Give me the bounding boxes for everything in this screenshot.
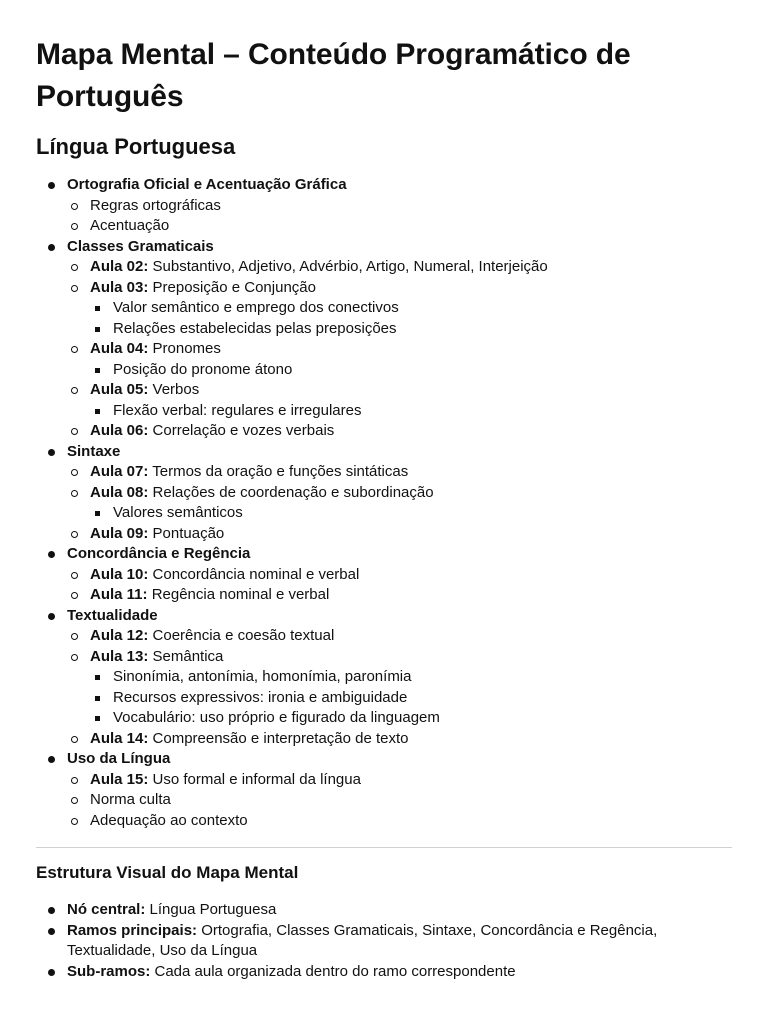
subtopic-list (67, 257, 732, 442)
detail-item (90, 319, 732, 340)
detail-item (90, 298, 732, 319)
circle-bullet-icon (71, 797, 78, 804)
structure-label: Nó central: (67, 901, 146, 918)
subtopic-list (67, 565, 732, 606)
subtopic-item (67, 565, 732, 586)
lesson-number: Aula 06: (90, 422, 149, 439)
structure-label: Sub-ramos: (67, 962, 151, 980)
subtopic-text: Preposição e Conjunção (148, 278, 316, 296)
lesson-number: Aula 15: (90, 770, 149, 788)
subtopic-item (67, 790, 732, 811)
subtopic-text: Correlação e vozes verbais (148, 422, 335, 439)
subtopic-text: Regência nominal e verbal (147, 586, 330, 603)
outline-list (36, 175, 732, 831)
subtopic-text: Termos da oração e funções sintáticas (148, 463, 409, 480)
detail-list (90, 401, 732, 422)
detail-text: Relações estabelecidas pelas preposições (113, 319, 397, 337)
disc-bullet-icon (48, 182, 55, 189)
detail-list (90, 360, 732, 381)
circle-bullet-icon (71, 223, 78, 230)
subtopic-item (67, 524, 732, 545)
circle-bullet-icon (71, 346, 78, 353)
lesson-number: Aula 13: (90, 647, 149, 665)
square-bullet-icon (95, 511, 100, 516)
subtopic-item (67, 380, 732, 421)
lesson-number: Aula 05: (90, 381, 149, 398)
structure-list (36, 900, 732, 982)
outline-topic (36, 175, 732, 237)
subtopic-item (67, 483, 732, 524)
subtopic-text: Substantivo, Adjetivo, Advérbio, Artigo, Numeral, Interjeição (148, 258, 548, 275)
subtopic-text: Pontuação (148, 524, 225, 542)
detail-text: Flexão verbal: regulares e irregulares (113, 401, 362, 419)
structure-text: Cada aula organizada dentro do ramo correspondente (150, 962, 516, 980)
detail-item (90, 401, 732, 422)
detail-list (90, 503, 732, 524)
circle-bullet-icon (71, 285, 78, 292)
disc-bullet-icon (48, 756, 55, 763)
subtopic-item (67, 278, 732, 340)
subtopic-text: Relações de coordenação e subordinação (148, 483, 434, 501)
circle-bullet-icon (71, 203, 78, 210)
lesson-number: Aula 09: (90, 524, 149, 542)
lesson-number: Aula 07: (90, 463, 149, 480)
lesson-number: Aula 12: (90, 627, 149, 644)
subtopic-item (67, 626, 732, 647)
subtopic-list (67, 196, 732, 237)
circle-bullet-icon (71, 428, 78, 435)
section-divider (36, 847, 732, 848)
lesson-number: Aula 08: (90, 483, 149, 501)
square-bullet-icon (95, 327, 100, 332)
circle-bullet-icon (71, 818, 78, 825)
square-bullet-icon (95, 306, 100, 311)
detail-item (90, 688, 732, 709)
detail-text: Valores semânticos (113, 504, 243, 521)
subtopic-text: Compreensão e interpretação de texto (148, 729, 409, 747)
subtopic-text: Concordância nominal e verbal (148, 565, 360, 583)
topic-label: Uso da Língua (67, 750, 171, 767)
page-title: Mapa Mental – Conteúdo Programático de Português (36, 38, 631, 113)
circle-bullet-icon (71, 777, 78, 784)
circle-bullet-icon (71, 633, 78, 640)
topic-label: Concordância e Regência (67, 545, 251, 562)
subtopic-list (67, 462, 732, 544)
topic-label: Ortografia Oficial e Acentuação Gráfica (67, 176, 347, 193)
subtopic-list (67, 770, 732, 832)
lesson-number: Aula 03: (90, 278, 149, 296)
subtopic-text: Pronomes (148, 340, 221, 357)
outline-topic (36, 442, 732, 545)
outline-topic (36, 544, 732, 606)
detail-item (90, 360, 732, 381)
circle-bullet-icon (71, 264, 78, 271)
lesson-number: Aula 14: (90, 729, 149, 747)
structure-item (36, 900, 732, 921)
subtopic-item (67, 770, 732, 791)
square-bullet-icon (95, 696, 100, 701)
detail-text: Recursos expressivos: ironia e ambiguidade (113, 688, 408, 706)
topic-label: Classes Gramaticais (67, 237, 214, 255)
subtopic-text: Regras ortográficas (90, 196, 221, 214)
detail-list (90, 298, 732, 339)
subtopic-text: Acentuação (90, 217, 170, 234)
section-title: Língua Portuguesa (36, 134, 236, 159)
structure-item (36, 921, 732, 962)
square-bullet-icon (95, 368, 100, 373)
structure-label: Ramos principais: (67, 921, 198, 939)
subtopic-item (67, 647, 732, 729)
circle-bullet-icon (71, 572, 78, 579)
outline-topic (36, 237, 732, 442)
detail-text: Posição do pronome átono (113, 360, 293, 378)
detail-text: Vocabulário: uso próprio e figurado da linguagem (113, 709, 440, 726)
disc-bullet-icon (48, 928, 55, 935)
structure-item (36, 962, 732, 983)
detail-list (90, 667, 732, 729)
square-bullet-icon (95, 675, 100, 680)
subtopic-item (67, 196, 732, 217)
circle-bullet-icon (71, 387, 78, 394)
subtopic-text: Coerência e coesão textual (148, 627, 335, 644)
detail-text: Valor semântico e emprego dos conectivos (113, 299, 399, 316)
subtopic-item (67, 216, 732, 237)
detail-item (90, 667, 732, 688)
circle-bullet-icon (71, 469, 78, 476)
circle-bullet-icon (71, 490, 78, 497)
circle-bullet-icon (71, 736, 78, 743)
structure-text: Língua Portuguesa (145, 901, 277, 918)
disc-bullet-icon (48, 907, 55, 914)
structure-title: Estrutura Visual do Mapa Mental (36, 863, 299, 882)
outline-topic (36, 606, 732, 750)
subtopic-item (67, 811, 732, 832)
disc-bullet-icon (48, 449, 55, 456)
subtopic-item (67, 339, 732, 380)
detail-item (90, 708, 732, 729)
subtopic-item (67, 585, 732, 606)
square-bullet-icon (95, 716, 100, 721)
circle-bullet-icon (71, 654, 78, 661)
detail-item (90, 503, 732, 524)
subtopic-text: Verbos (148, 381, 200, 398)
structure-text: Ortografia, Classes Gramaticais, Sintaxe, Concordância e Regência, Textualidade, Uso da Língua (67, 921, 658, 959)
subtopic-list (67, 626, 732, 749)
subtopic-text: Adequação ao contexto (90, 811, 248, 829)
square-bullet-icon (95, 409, 100, 414)
disc-bullet-icon (48, 969, 55, 976)
subtopic-text: Semântica (148, 647, 224, 665)
circle-bullet-icon (71, 531, 78, 538)
subtopic-text: Norma culta (90, 791, 171, 808)
circle-bullet-icon (71, 592, 78, 599)
subtopic-text: Uso formal e informal da língua (148, 770, 361, 788)
subtopic-item (67, 257, 732, 278)
disc-bullet-icon (48, 551, 55, 558)
outline-topic (36, 749, 732, 831)
topic-label: Sintaxe (67, 442, 121, 460)
subtopic-item (67, 729, 732, 750)
lesson-number: Aula 11: (90, 586, 148, 603)
topic-label: Textualidade (67, 606, 158, 624)
disc-bullet-icon (48, 244, 55, 251)
subtopic-item (67, 421, 732, 442)
lesson-number: Aula 02: (90, 258, 149, 275)
subtopic-item (67, 462, 732, 483)
lesson-number: Aula 04: (90, 340, 149, 357)
detail-text: Sinonímia, antonímia, homonímia, paronímia (113, 668, 412, 685)
lesson-number: Aula 10: (90, 565, 149, 583)
disc-bullet-icon (48, 613, 55, 620)
